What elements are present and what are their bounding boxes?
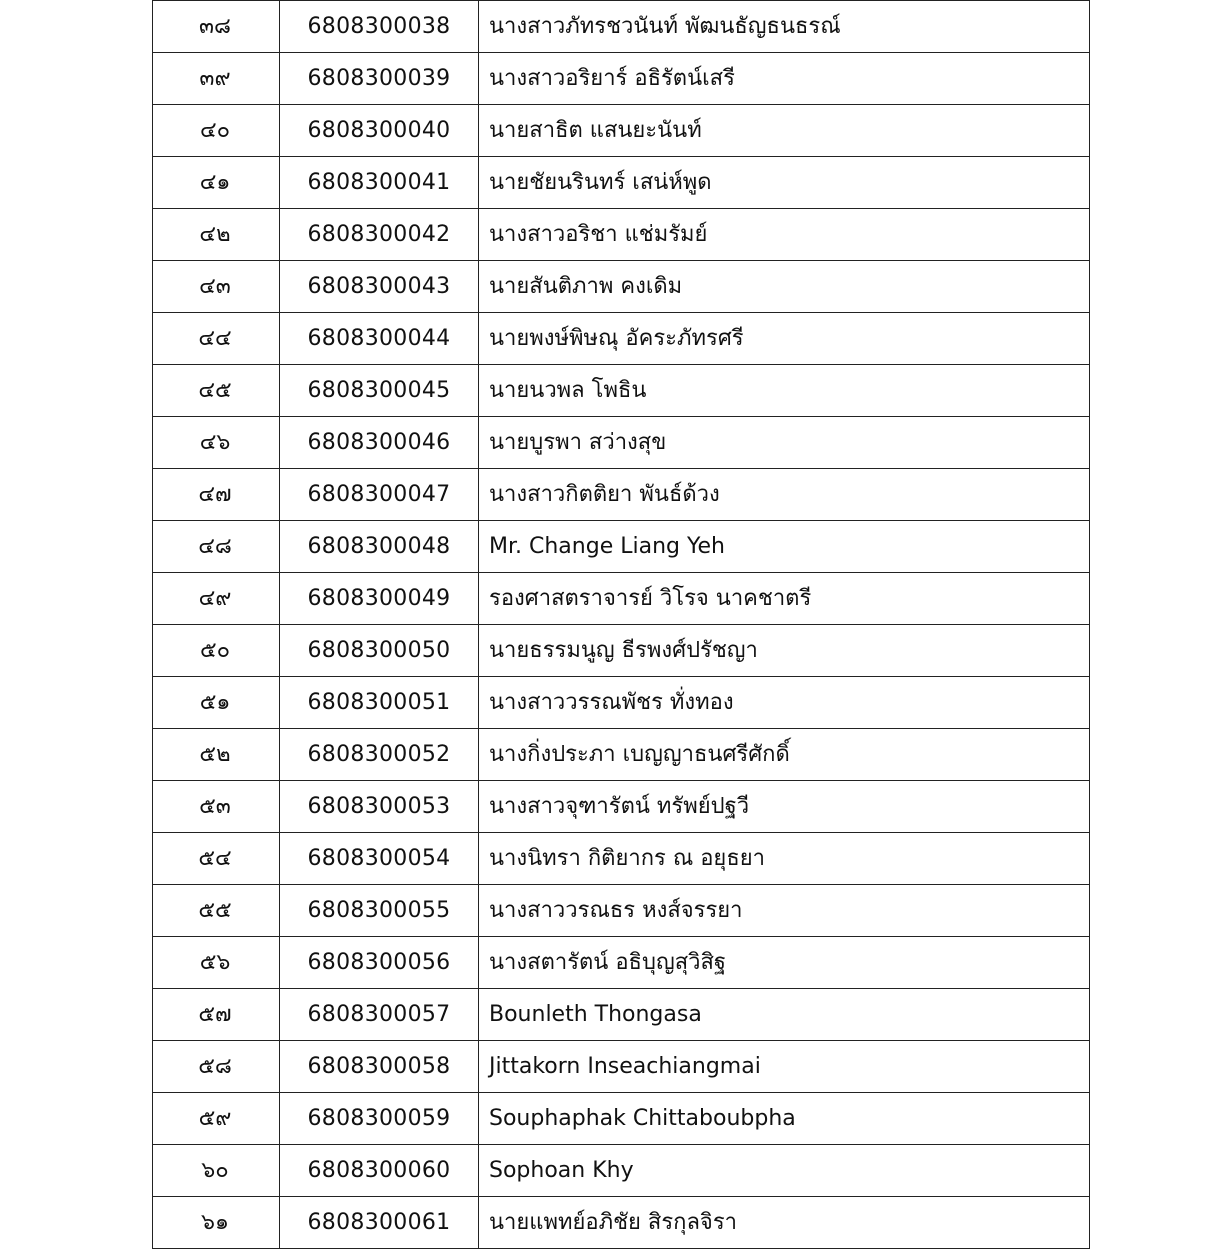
table-row	[153, 885, 1090, 937]
student-id: 6808300050	[280, 625, 479, 677]
row-number: ๔๓	[153, 261, 280, 313]
student-id: 6808300058	[280, 1041, 479, 1093]
student-id: 6808300059	[280, 1093, 479, 1145]
student-id: 6808300055	[280, 885, 479, 937]
roster-table	[152, 0, 1090, 1249]
table-row	[153, 313, 1090, 365]
table-row	[153, 677, 1090, 729]
row-number: ๔๙	[153, 573, 280, 625]
person-name: Jittakorn Inseachiangmai	[479, 1041, 1090, 1093]
student-id: 6808300052	[280, 729, 479, 781]
table-row	[153, 1145, 1090, 1197]
student-id: 6808300049	[280, 573, 479, 625]
table-row	[153, 417, 1090, 469]
table-row	[153, 261, 1090, 313]
table-row	[153, 1041, 1090, 1093]
person-name: นางสตารัตน์ อธิบุญสุวิสิฐ	[479, 937, 1090, 989]
person-name: นายธรรมนูญ ธีรพงศ์ปรัชญา	[479, 625, 1090, 677]
row-number: ๕๔	[153, 833, 280, 885]
student-id: 6808300040	[280, 105, 479, 157]
student-id: 6808300047	[280, 469, 479, 521]
person-name: นางสาวจุฑารัตน์ ทรัพย์ปฐวี	[479, 781, 1090, 833]
row-number: ๔๕	[153, 365, 280, 417]
student-id: 6808300048	[280, 521, 479, 573]
table-row	[153, 105, 1090, 157]
row-number: ๖๑	[153, 1197, 280, 1249]
row-number: ๔๔	[153, 313, 280, 365]
row-number: ๕๕	[153, 885, 280, 937]
student-id: 6808300061	[280, 1197, 479, 1249]
person-name: นางสาวกิตติยา พันธ์ด้วง	[479, 469, 1090, 521]
person-name: รองศาสตราจารย์ วิโรจ นาคชาตรี	[479, 573, 1090, 625]
row-number: ๔๘	[153, 521, 280, 573]
row-number: ๕๘	[153, 1041, 280, 1093]
student-id: 6808300056	[280, 937, 479, 989]
person-name: นางนิทรา กิติยากร ณ อยุธยา	[479, 833, 1090, 885]
student-id: 6808300044	[280, 313, 479, 365]
roster-table-body	[153, 1, 1090, 1249]
student-id: 6808300042	[280, 209, 479, 261]
person-name: นายพงษ์พิษณุ อัคระภัทรศรี	[479, 313, 1090, 365]
student-id: 6808300038	[280, 1, 479, 53]
person-name: นายบูรพา สว่างสุข	[479, 417, 1090, 469]
person-name: นายสาธิต แสนยะนันท์	[479, 105, 1090, 157]
table-row	[153, 937, 1090, 989]
row-number: ๓๘	[153, 1, 280, 53]
row-number: ๕๗	[153, 989, 280, 1041]
table-row	[153, 729, 1090, 781]
student-id: 6808300046	[280, 417, 479, 469]
person-name: นายแพทย์อภิชัย สิรกุลจิรา	[479, 1197, 1090, 1249]
student-id: 6808300041	[280, 157, 479, 209]
person-name: นางสาวภัทรชวนันท์ พัฒนธัญธนธรณ์	[479, 1, 1090, 53]
person-name: Sophoan Khy	[479, 1145, 1090, 1197]
student-id: 6808300060	[280, 1145, 479, 1197]
student-id: 6808300054	[280, 833, 479, 885]
student-id: 6808300045	[280, 365, 479, 417]
student-id: 6808300039	[280, 53, 479, 105]
table-row	[153, 521, 1090, 573]
person-name: นางสาวอริชา แช่มรัมย์	[479, 209, 1090, 261]
row-number: ๔๖	[153, 417, 280, 469]
row-number: ๕๐	[153, 625, 280, 677]
table-row	[153, 469, 1090, 521]
table-row	[153, 625, 1090, 677]
table-row	[153, 209, 1090, 261]
person-name: นางกิ่งประภา เบญญาธนศรีศักดิ์	[479, 729, 1090, 781]
table-row	[153, 157, 1090, 209]
person-name: นายสันติภาพ คงเดิม	[479, 261, 1090, 313]
row-number: ๔๒	[153, 209, 280, 261]
person-name: Mr. Change Liang Yeh	[479, 521, 1090, 573]
person-name: Bounleth Thongasa	[479, 989, 1090, 1041]
row-number: ๕๓	[153, 781, 280, 833]
table-row	[153, 1197, 1090, 1249]
student-id: 6808300043	[280, 261, 479, 313]
row-number: ๔๗	[153, 469, 280, 521]
table-row	[153, 573, 1090, 625]
row-number: ๔๑	[153, 157, 280, 209]
person-name: นายชัยนรินทร์ เสน่ห์พูด	[479, 157, 1090, 209]
table-row	[153, 53, 1090, 105]
person-name: นางสาววรณธร หงส์จรรยา	[479, 885, 1090, 937]
table-row	[153, 1, 1090, 53]
table-row	[153, 365, 1090, 417]
table-row	[153, 833, 1090, 885]
student-id: 6808300053	[280, 781, 479, 833]
row-number: ๖๐	[153, 1145, 280, 1197]
row-number: ๕๑	[153, 677, 280, 729]
table-row	[153, 1093, 1090, 1145]
table-row	[153, 781, 1090, 833]
table-row	[153, 989, 1090, 1041]
row-number: ๕๙	[153, 1093, 280, 1145]
student-id: 6808300051	[280, 677, 479, 729]
person-name: นางสาวอริยาร์ อธิรัตน์เสรี	[479, 53, 1090, 105]
row-number: ๕๒	[153, 729, 280, 781]
person-name: นางสาววรรณพัชร ทั่งทอง	[479, 677, 1090, 729]
row-number: ๕๖	[153, 937, 280, 989]
person-name: นายนวพล โพธิน	[479, 365, 1090, 417]
row-number: ๓๙	[153, 53, 280, 105]
student-id: 6808300057	[280, 989, 479, 1041]
person-name: Souphaphak Chittaboubpha	[479, 1093, 1090, 1145]
row-number: ๔๐	[153, 105, 280, 157]
